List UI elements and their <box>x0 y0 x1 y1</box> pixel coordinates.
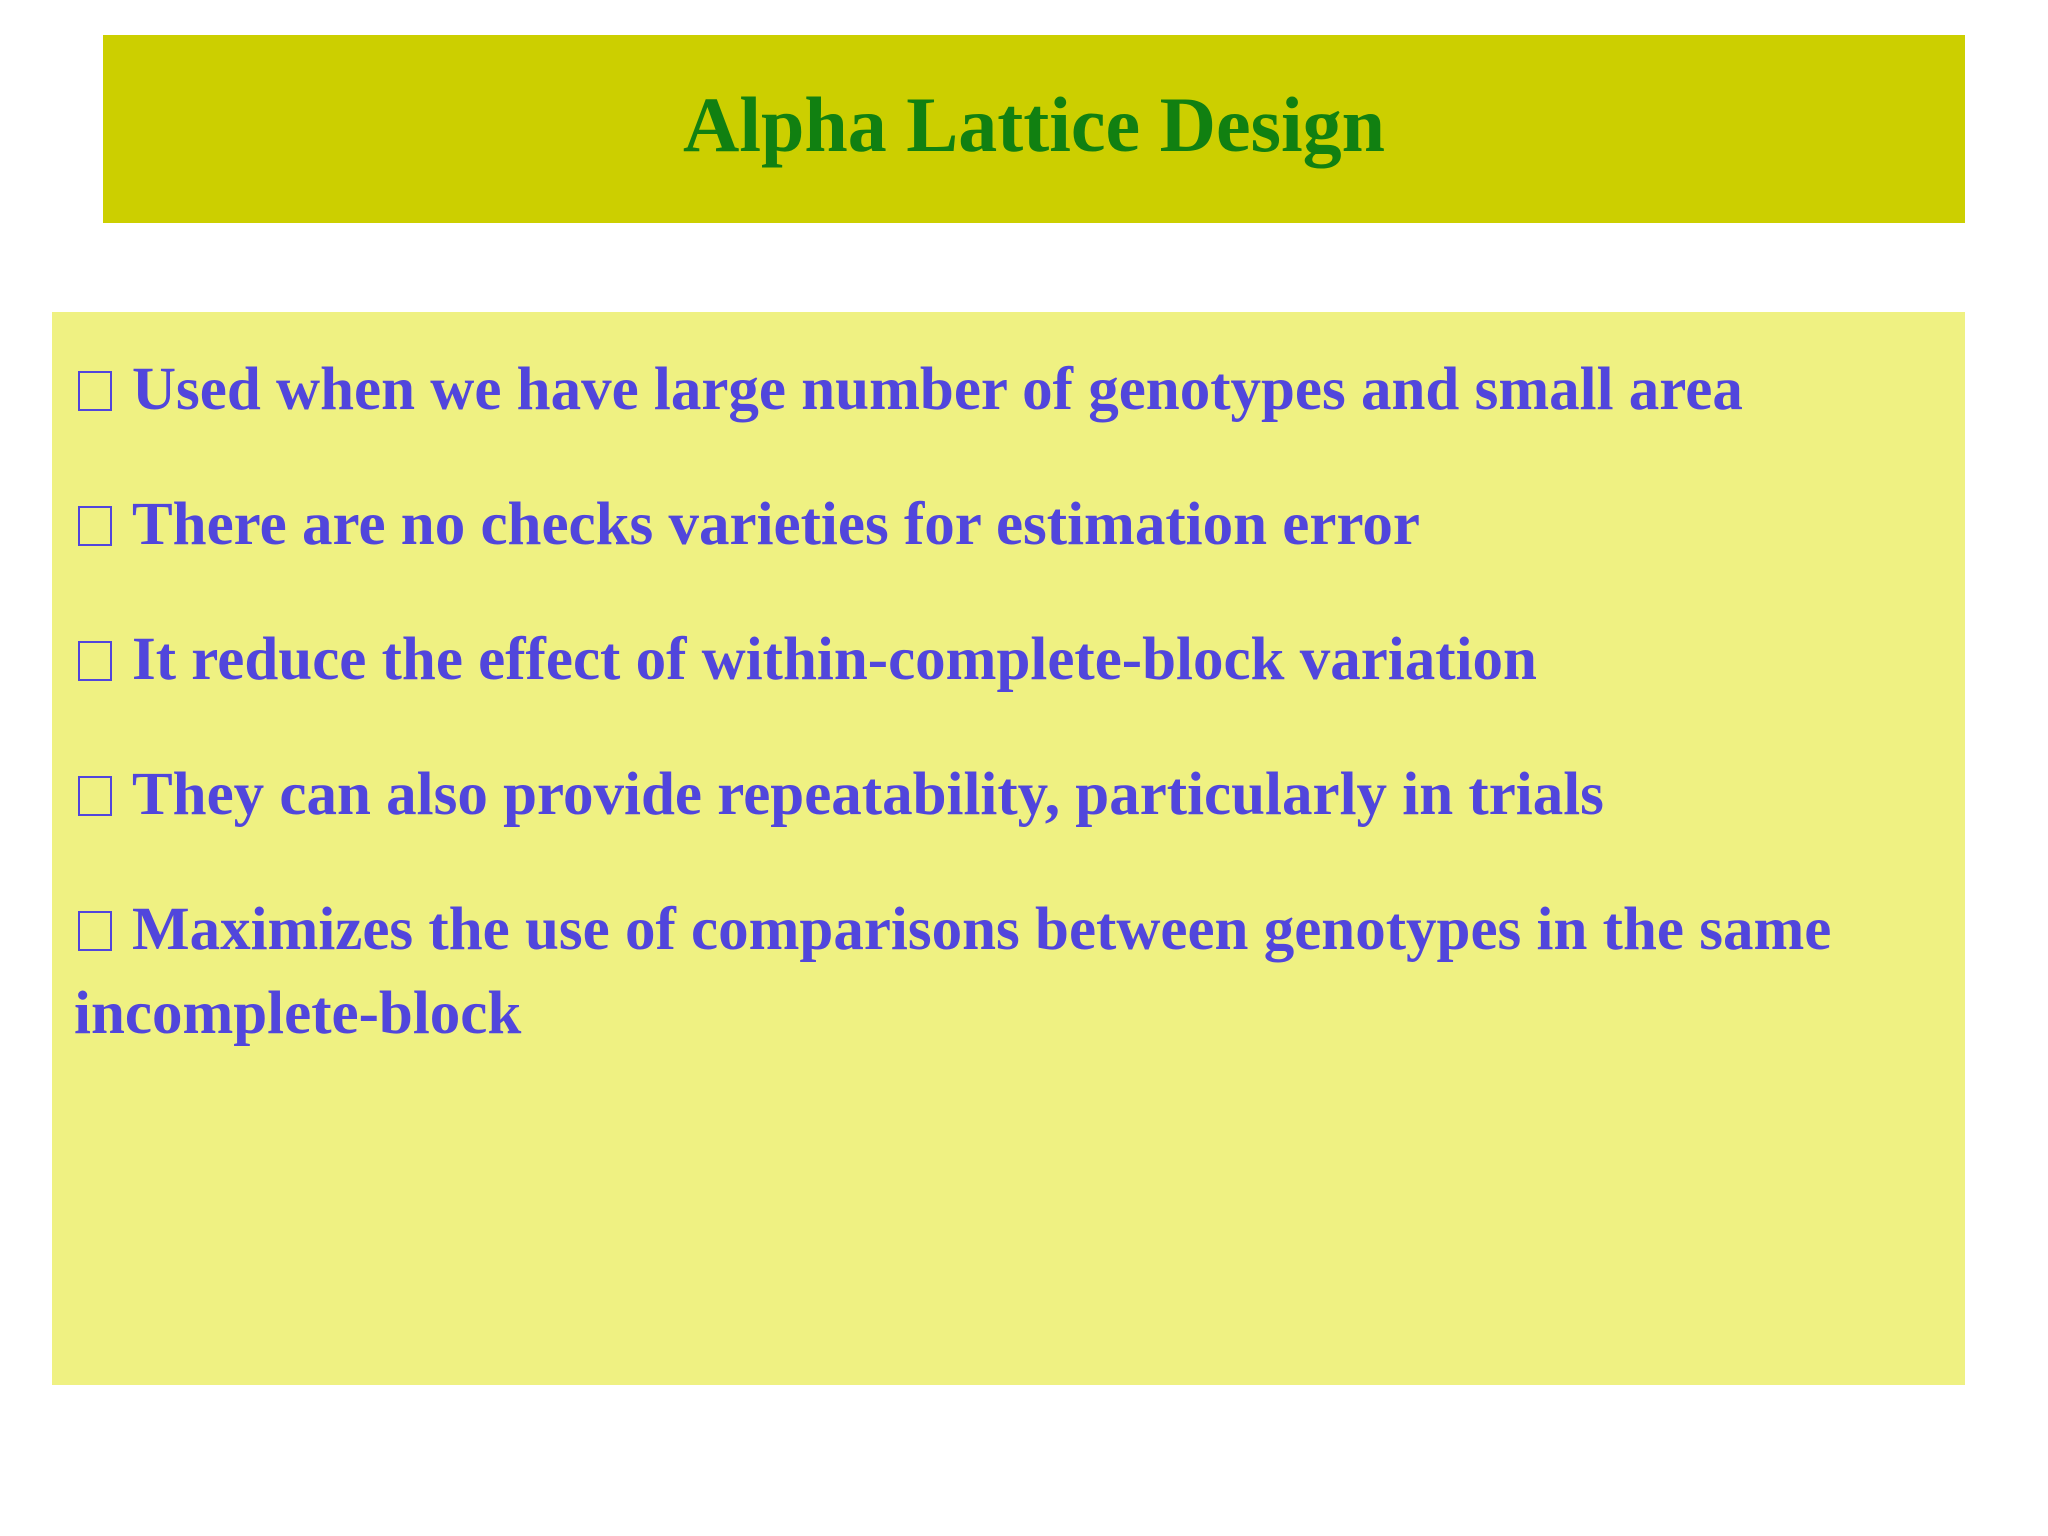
bullet-item <box>74 753 1945 837</box>
missing-glyph-box-icon <box>78 911 112 951</box>
title-bar <box>103 35 1965 223</box>
bullet-item <box>74 888 1854 1056</box>
bullet-text: Used when we have large number of genotypes and small area <box>132 356 1743 423</box>
missing-glyph-box-icon <box>78 641 112 681</box>
content-box <box>52 312 1965 1385</box>
bullet-item <box>74 483 1945 567</box>
bullet-item <box>74 618 1945 702</box>
bullet-item <box>74 348 1945 432</box>
bullet-text: They can also provide repeatability, particularly in trials <box>132 761 1604 828</box>
missing-glyph-box-icon <box>78 371 112 411</box>
bullet-text: There are no checks varieties for estimation error <box>132 491 1420 558</box>
missing-glyph-box-icon <box>78 776 112 816</box>
bullet-text: It reduce the effect of within-complete-block variation <box>132 626 1537 693</box>
bullet-text: Maximizes the use of comparisons between genotypes in the same incomplete-block <box>74 896 1832 1047</box>
missing-glyph-box-icon <box>78 506 112 546</box>
slide-title: Alpha Lattice Design <box>683 81 1385 168</box>
